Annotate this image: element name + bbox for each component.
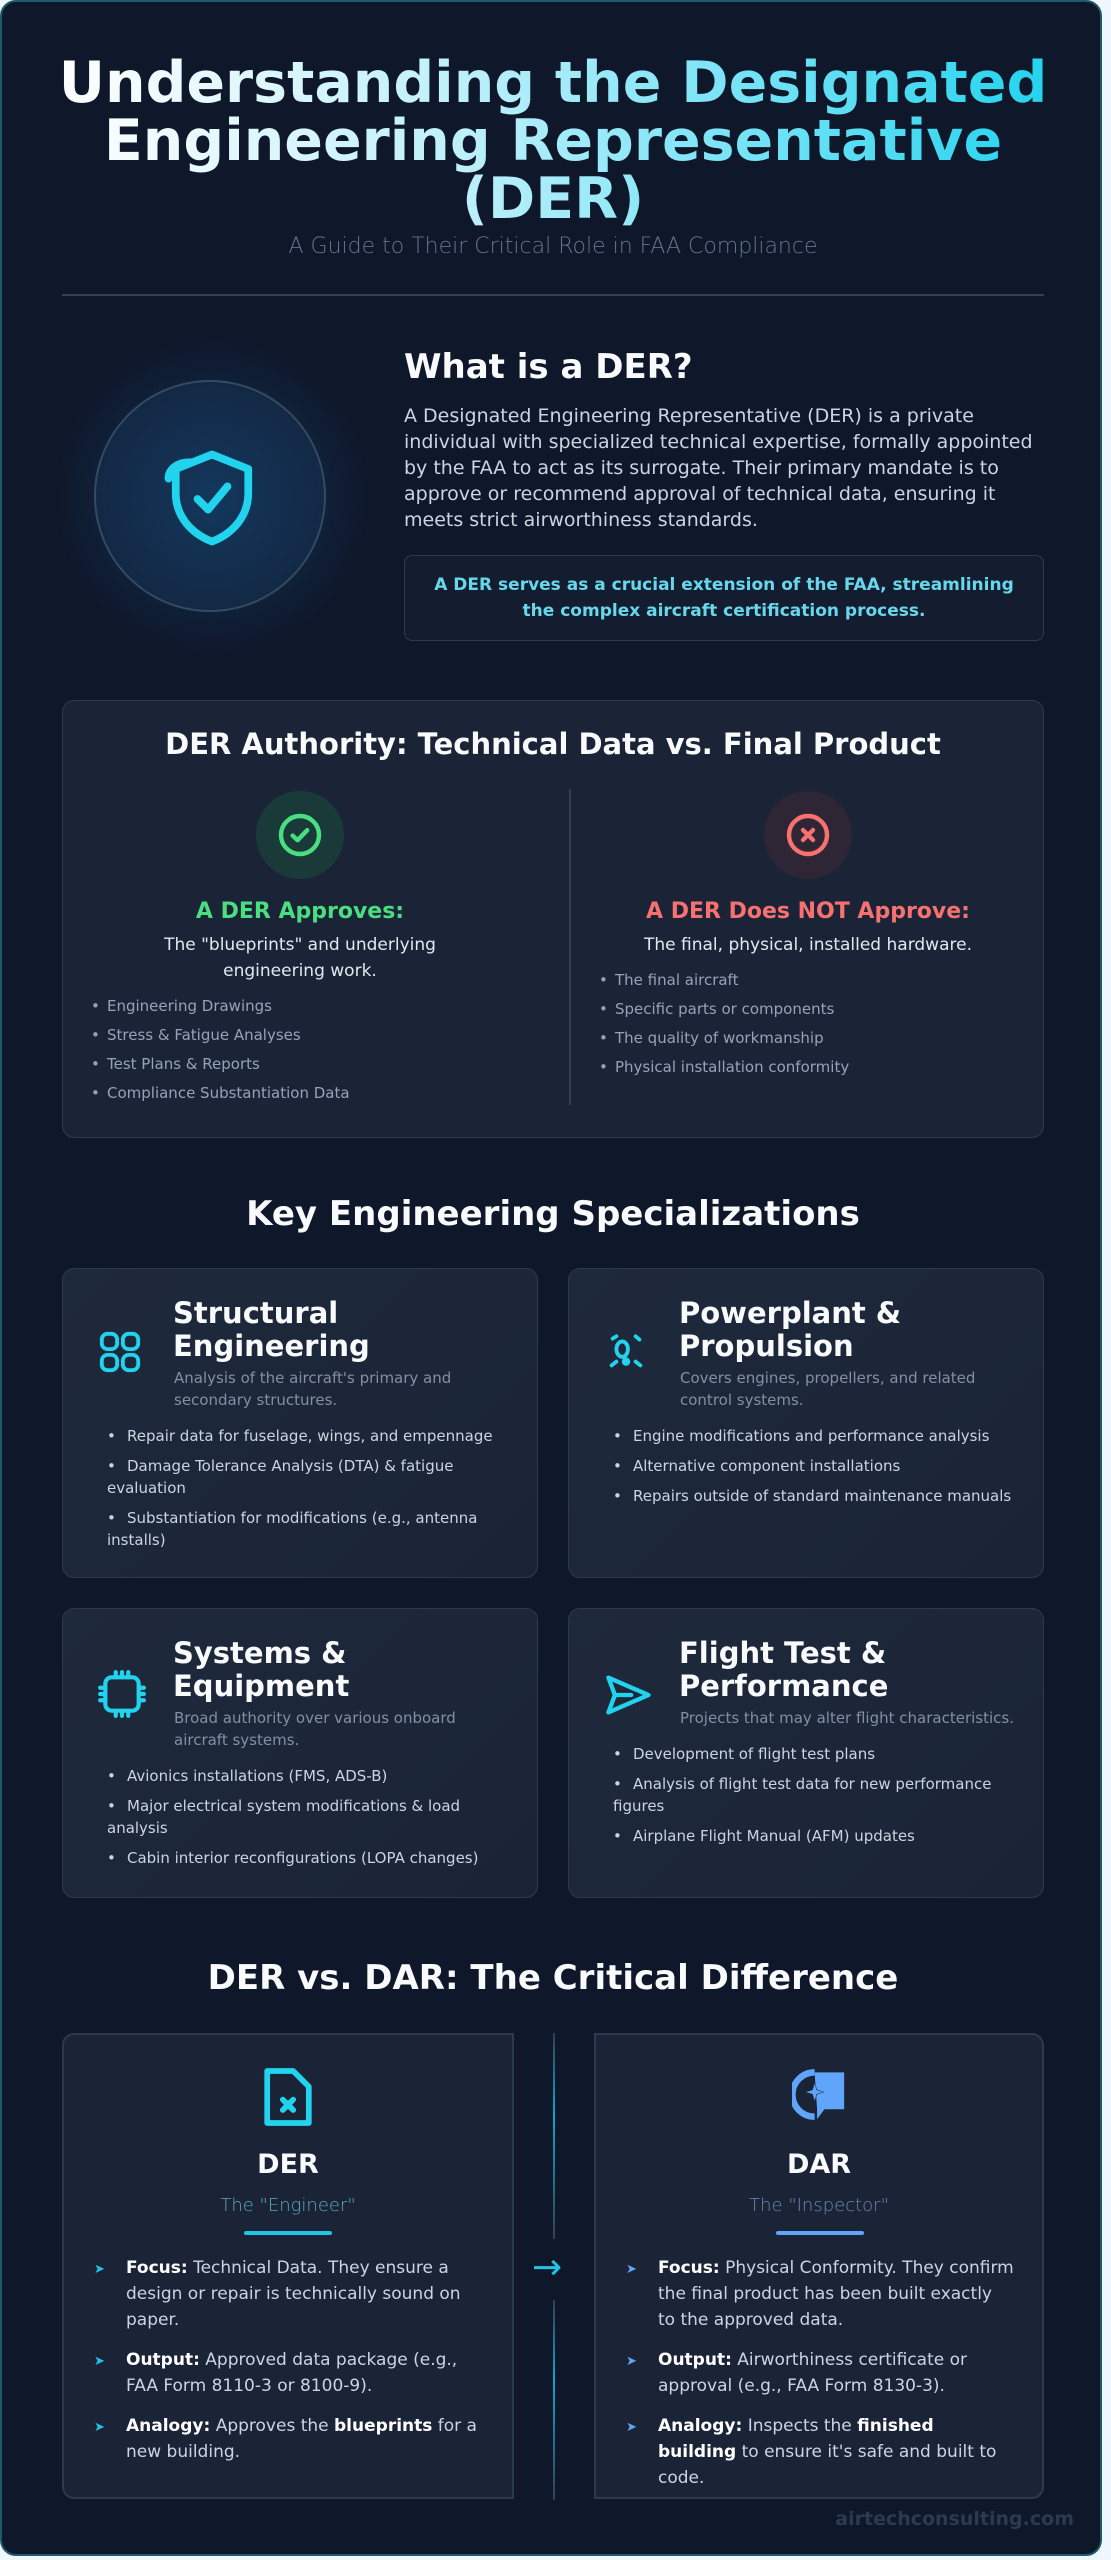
column-divider bbox=[569, 789, 571, 1105]
intro-heading: What is a DER? bbox=[404, 347, 693, 387]
x-circle-icon bbox=[784, 811, 832, 859]
list-item: ➤ Focus: Physical Conformity. They confirm the final product has been built exactly to the approved data. bbox=[626, 2258, 1014, 2330]
spec-list bbox=[107, 1425, 517, 1559]
specializations-title: Key Engineering Specializations bbox=[246, 1194, 860, 1234]
approves-column bbox=[85, 791, 515, 1112]
chip-icon bbox=[97, 1669, 147, 1719]
list-item: • Alternative component installations bbox=[613, 1457, 901, 1475]
document-icon bbox=[262, 2065, 314, 2129]
spec-list bbox=[613, 1425, 1023, 1515]
list-item: ➤ Focus: Technical Data. They ensure a design or repair is technically sound on paper. bbox=[94, 2258, 461, 2330]
list-item: • Compliance Substantiation Data bbox=[85, 1083, 515, 1103]
intro-icon-circle bbox=[94, 380, 326, 612]
der-title: DER bbox=[257, 2149, 319, 2180]
spec-description: Analysis of the aircraft's primary and secondary structures. bbox=[174, 1369, 452, 1409]
intro-paragraph: A Designated Engineering Representative (DER) is a private individual with specialized technical expertise, formally appointed by the FAA to act as its surrogate. Their primary mandate is to approve or recommend approval of technical data, ensuring it meets strict airworthiness standards. bbox=[404, 405, 1033, 531]
list-item: ➤ Analogy: Inspects the finished building to ensure it's safe and built to code. bbox=[626, 2416, 997, 2488]
spec-list bbox=[107, 1765, 517, 1877]
spec-title: Powerplant & Propulsion bbox=[679, 1296, 902, 1363]
check-circle-icon bbox=[276, 811, 324, 859]
authority-panel bbox=[62, 700, 1044, 1138]
page-title: Understanding the Designated Engineering Representative (DER) bbox=[53, 54, 1053, 228]
spec-card-powerplant bbox=[568, 1268, 1044, 1578]
not-approves-title: A DER Does NOT Approve: bbox=[646, 899, 970, 924]
spec-description: Projects that may alter flight characteristics. bbox=[680, 1709, 1014, 1727]
list-item: ➤ Output: Approved data package (e.g., FAA Form 8110-3 or 8100-9). bbox=[94, 2350, 458, 2396]
footer-brand: airtechconsulting.com bbox=[835, 2508, 1074, 2530]
list-item: ➤ Output: Airworthiness certificate or approval (e.g., FAA Form 8130-3). bbox=[626, 2350, 968, 2396]
list-item: • Development of flight test plans bbox=[613, 1745, 876, 1763]
list-item: • Damage Tolerance Analysis (DTA) & fatigue evaluation bbox=[107, 1457, 454, 1497]
der-subtitle: The "Engineer" bbox=[220, 2195, 356, 2216]
intro-callout: A DER serves as a crucial extension of the FAA, streamlining the complex aircraft certification process. bbox=[404, 555, 1044, 641]
spec-card-flight-test bbox=[568, 1608, 1044, 1898]
not-approves-list bbox=[593, 970, 1023, 1077]
approves-icon-bubble bbox=[256, 791, 344, 879]
list-item: • Stress & Fatigue Analyses bbox=[85, 1025, 515, 1045]
shield-check-icon bbox=[154, 440, 270, 556]
page-subtitle: A Guide to Their Critical Role in FAA Compliance bbox=[288, 234, 818, 259]
paper-plane-icon bbox=[603, 1669, 655, 1721]
list-item: ➤ Analogy: Approves the blueprints for a new building. bbox=[94, 2416, 477, 2462]
approves-list bbox=[85, 996, 515, 1103]
spec-list bbox=[613, 1743, 1023, 1855]
list-item: • Repair data for fuselage, wings, and empennage bbox=[107, 1427, 493, 1445]
list-item: • Cabin interior reconfigurations (LOPA changes) bbox=[107, 1849, 479, 1867]
vs-divider-bottom bbox=[553, 2300, 555, 2500]
grid-icon bbox=[97, 1329, 143, 1375]
comparison-title: DER vs. DAR: The Critical Difference bbox=[207, 1958, 899, 1998]
list-item: • Physical installation conformity bbox=[593, 1057, 1023, 1077]
spec-title: Structural Engineering bbox=[173, 1296, 370, 1363]
list-item: • Repairs outside of standard maintenance manuals bbox=[613, 1487, 1012, 1505]
not-approves-column bbox=[593, 791, 1023, 1086]
dar-card bbox=[594, 2033, 1044, 2499]
header-divider bbox=[62, 294, 1044, 296]
list-item: • Major electrical system modifications & load analysis bbox=[107, 1797, 461, 1837]
dar-subtitle: The "Inspector" bbox=[749, 2195, 889, 2216]
approves-subtitle: The "blueprints" and underlying engineering work. bbox=[164, 935, 436, 981]
list-item: • Engineering Drawings bbox=[85, 996, 515, 1016]
dar-list bbox=[624, 2255, 1014, 2505]
spec-title: Flight Test & Performance bbox=[679, 1636, 889, 1703]
list-item: • Specific parts or components bbox=[593, 999, 1023, 1019]
list-item: • Substantiation for modifications (e.g., antenna installs) bbox=[107, 1509, 478, 1549]
der-accent-bar bbox=[244, 2231, 332, 2235]
list-item: • The quality of workmanship bbox=[593, 1028, 1023, 1048]
list-item: • Engine modifications and performance analysis bbox=[613, 1427, 990, 1445]
der-card bbox=[62, 2033, 514, 2499]
list-item: • Analysis of flight test data for new performance figures bbox=[613, 1775, 992, 1815]
vs-divider-top bbox=[553, 2033, 555, 2239]
arrow-right-icon: → bbox=[532, 2247, 563, 2288]
not-approves-icon-bubble bbox=[764, 791, 852, 879]
spec-description: Covers engines, propellers, and related control systems. bbox=[680, 1369, 976, 1409]
dar-title: DAR bbox=[786, 2149, 852, 2180]
list-item: • The final aircraft bbox=[593, 970, 1023, 990]
intro-section bbox=[404, 347, 1044, 641]
spec-card-structural bbox=[62, 1268, 538, 1578]
approves-title: A DER Approves: bbox=[195, 899, 405, 924]
spec-card-systems bbox=[62, 1608, 538, 1898]
not-approves-subtitle: The final, physical, installed hardware. bbox=[644, 935, 972, 955]
list-item: • Test Plans & Reports bbox=[85, 1054, 515, 1074]
authority-title: DER Authority: Technical Data vs. Final Product bbox=[165, 727, 941, 761]
inspection-badge-icon bbox=[792, 2065, 852, 2129]
dar-accent-bar bbox=[776, 2231, 864, 2235]
spec-title: Systems & Equipment bbox=[173, 1636, 350, 1703]
propulsion-icon bbox=[603, 1329, 649, 1375]
list-item: • Airplane Flight Manual (AFM) updates bbox=[613, 1827, 915, 1845]
der-list bbox=[92, 2255, 482, 2479]
intro-icon-glow bbox=[32, 332, 392, 662]
spec-description: Broad authority over various onboard aircraft systems. bbox=[174, 1709, 456, 1749]
list-item: • Avionics installations (FMS, ADS-B) bbox=[107, 1767, 388, 1785]
header bbox=[2, 50, 1102, 259]
